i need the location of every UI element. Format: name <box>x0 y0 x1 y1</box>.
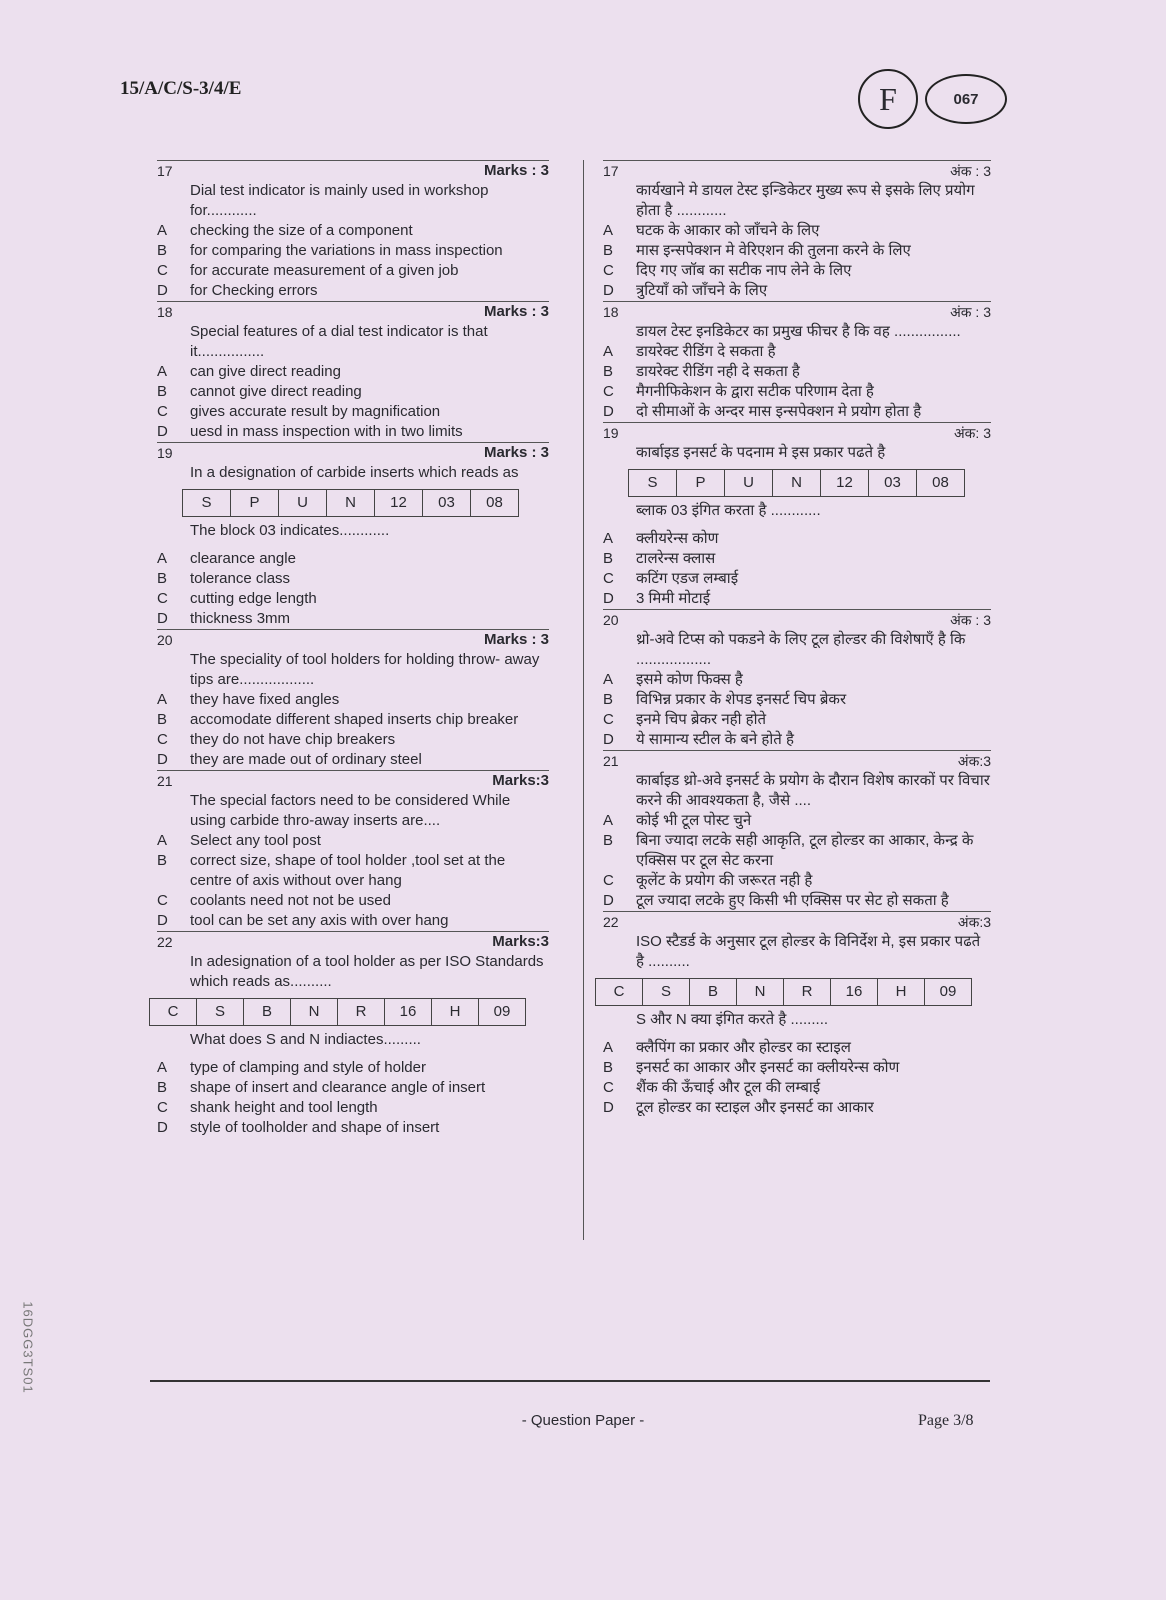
designation-cell: S <box>629 470 677 496</box>
option-text: coolants need not not be used <box>190 892 391 909</box>
option-text: they do not have chip breakers <box>190 731 396 748</box>
option-text: त्रुटियाँ को जाँचने के लिए <box>636 282 768 299</box>
option-text: टूल होल्डर का स्टाइल और इनसर्ट का आकार <box>636 1099 874 1116</box>
designation-cell: P <box>231 490 279 516</box>
option-text: can give direct reading <box>190 363 341 380</box>
designation-table <box>182 489 519 517</box>
option-text: बिना ज्यादा लटके सही आकृति, टूल होल्डर का आकार, केन्द्र के एक्सिस पर टूल सेट करना <box>636 832 974 869</box>
question-marks: अंक : 3 <box>950 304 991 320</box>
option-text: डायरेक्ट रीडिंग दे सकता है <box>636 343 776 360</box>
question-marks: Marks : 3 <box>483 162 549 179</box>
option-letter: B <box>157 852 168 869</box>
question-header <box>603 751 991 771</box>
designation-cell: 16 <box>385 999 432 1025</box>
option-letter: B <box>603 691 614 708</box>
serial-number-badge: 067 <box>925 74 1007 124</box>
question-block <box>157 160 549 301</box>
answer-option <box>603 670 991 690</box>
answer-option <box>603 1078 991 1098</box>
answer-option <box>157 261 549 281</box>
option-letter: B <box>157 1079 168 1096</box>
answer-option <box>157 569 549 589</box>
option-text: इनमे चिप ब्रेकर नही होते <box>636 711 767 728</box>
answer-option <box>603 402 991 422</box>
option-letter: D <box>603 892 614 909</box>
answer-option <box>157 750 549 770</box>
question-header <box>603 302 991 322</box>
answer-option <box>157 690 549 710</box>
option-text: shape of insert and clearance angle of insert <box>190 1079 486 1096</box>
question-text: ISO स्टैडर्ड के अनुसार टूल होल्डर के विनिर्देश मे, इस प्रकार पढते है .......... <box>636 933 981 970</box>
option-letter: D <box>603 590 614 607</box>
option-letter: A <box>603 812 614 829</box>
answer-option <box>157 281 549 301</box>
designation-cell: C <box>150 999 197 1025</box>
option-text: for accurate measurement of a given job <box>190 262 459 279</box>
option-letter: A <box>603 343 614 360</box>
answer-option <box>603 241 991 261</box>
answer-option <box>603 221 991 241</box>
option-letter: D <box>603 282 614 299</box>
option-letter: B <box>603 1059 614 1076</box>
answer-option <box>157 1078 549 1098</box>
question-number: 18 <box>157 304 173 320</box>
option-letter: B <box>157 711 168 728</box>
answer-option <box>157 609 549 629</box>
question-block <box>157 629 549 770</box>
option-text: विभिन्न प्रकार के शेपड इनसर्ट चिप ब्रेकर <box>636 691 847 708</box>
option-text: Select any tool post <box>190 832 321 849</box>
answer-option <box>157 1098 549 1118</box>
question-number: 18 <box>603 304 619 320</box>
answer-option <box>603 342 991 362</box>
option-letter: A <box>603 222 614 239</box>
option-letter: D <box>157 912 168 929</box>
designation-table <box>595 978 972 1006</box>
designation-cell: H <box>878 979 925 1005</box>
option-letter: B <box>157 242 168 259</box>
answer-option <box>157 851 549 891</box>
option-letter: B <box>157 570 168 587</box>
question-number: 22 <box>157 934 173 950</box>
option-text: 3 मिमी मोटाई <box>636 590 711 607</box>
answer-option <box>603 589 991 609</box>
question-header <box>157 161 549 181</box>
option-letter: D <box>157 282 168 299</box>
answer-option <box>157 911 549 931</box>
question-text: Dial test indicator is mainly used in workshop for............ <box>190 182 489 219</box>
option-letter: C <box>157 892 168 909</box>
question-block <box>157 931 549 1138</box>
option-text: style of toolholder and shape of insert <box>190 1119 440 1136</box>
question-marks: अंक: 3 <box>953 425 991 441</box>
spacer <box>157 1050 549 1058</box>
question-block <box>157 770 549 931</box>
question-marks: अंक:3 <box>957 753 991 769</box>
answer-option <box>157 1058 549 1078</box>
answer-option <box>603 261 991 281</box>
option-letter: A <box>603 1039 614 1056</box>
question-number: 17 <box>157 163 173 179</box>
designation-cell: R <box>784 979 831 1005</box>
page-number: Page 3/8 <box>918 1412 974 1429</box>
question-marks: Marks:3 <box>492 772 549 789</box>
option-text: कूलेंट के प्रयोग की जरूरत नही है <box>636 872 813 889</box>
question-header <box>157 302 549 322</box>
answer-option <box>157 730 549 750</box>
spacer <box>157 541 549 549</box>
answer-option <box>603 549 991 569</box>
designation-cell: P <box>677 470 725 496</box>
option-letter: C <box>157 731 168 748</box>
option-text: they have fixed angles <box>190 691 340 708</box>
option-letter: B <box>603 242 614 259</box>
question-text: In a designation of carbide inserts which reads as <box>190 464 519 481</box>
answer-option <box>157 362 549 382</box>
answer-option <box>603 529 991 549</box>
option-text: डायरेक्ट रीडिंग नही दे सकता है <box>636 363 800 380</box>
designation-table <box>628 469 965 497</box>
answer-option <box>603 281 991 301</box>
question-number: 22 <box>603 914 619 930</box>
question-text: थ्रो-अवे टिप्स को पकडने के लिए टूल होल्डर की विशेषाएँ है कि .................. <box>636 631 966 668</box>
answer-option <box>157 710 549 730</box>
option-letter: A <box>603 530 614 547</box>
question-marks: Marks : 3 <box>483 303 549 320</box>
answer-option <box>603 362 991 382</box>
question-text: कार्यखाने मे डायल टेस्ट इन्डिकेटर मुख्य रूप से इसके लिए प्रयोग होता है ............ <box>636 182 975 219</box>
answer-option <box>603 382 991 402</box>
option-text: इसमे कोण फिक्स है <box>636 671 743 688</box>
option-text: टालरेन्स क्लास <box>636 550 716 567</box>
question-number: 20 <box>603 612 619 628</box>
designation-cell: 16 <box>831 979 878 1005</box>
english-column <box>157 160 549 1138</box>
question-text: कार्बाइड इनसर्ट के पदनाम मे इस प्रकार पढते है <box>636 444 886 461</box>
footer-rule <box>150 1380 990 1382</box>
question-block <box>603 609 991 750</box>
question-block <box>603 160 991 301</box>
designation-cell: N <box>291 999 338 1025</box>
question-text: कार्बाइड थ्रो-अवे इनसर्ट के प्रयोग के दौरान विशेष कारकों पर विचार करने की आवश्यकता है, जैसे .... <box>636 772 990 809</box>
question-subtext: ब्लाक 03 इंगित करता है ............ <box>636 502 821 519</box>
designation-cell: S <box>197 999 244 1025</box>
answer-option <box>603 1038 991 1058</box>
question-subtext: S और N क्या इंगित करते है ......... <box>636 1011 829 1028</box>
answer-option <box>157 1118 549 1138</box>
designation-cell: H <box>432 999 479 1025</box>
option-letter: A <box>157 363 168 380</box>
designation-cell: 12 <box>821 470 869 496</box>
option-letter: C <box>603 1079 614 1096</box>
option-letter: C <box>603 383 614 400</box>
answer-option <box>603 730 991 750</box>
question-text: Special features of a dial test indicator is that it................ <box>190 323 488 360</box>
designation-cell: U <box>279 490 327 516</box>
designation-cell: 03 <box>423 490 471 516</box>
question-number: 19 <box>157 445 173 461</box>
answer-option <box>157 891 549 911</box>
question-header <box>157 932 549 952</box>
spacer <box>603 521 991 529</box>
question-subtext: What does S and N indiactes......... <box>190 1031 421 1048</box>
question-block <box>603 750 991 911</box>
option-text: tool can be set any axis with over hang <box>190 912 449 929</box>
designation-cell: N <box>773 470 821 496</box>
answer-option <box>603 690 991 710</box>
question-header <box>603 610 991 630</box>
designation-cell: 08 <box>486 494 503 511</box>
answer-option <box>157 402 549 422</box>
designation-cell: 08 <box>932 474 949 491</box>
designation-cell: N <box>737 979 784 1005</box>
answer-option <box>603 1058 991 1078</box>
designation-cell: B <box>690 979 737 1005</box>
option-text: मैगनीफिकेशन के द्वारा सटीक परिणाम देता है <box>636 383 874 400</box>
option-letter: A <box>157 691 168 708</box>
question-number: 20 <box>157 632 173 648</box>
question-text: डायल टेस्ट इनडिकेटर का प्रमुख फीचर है कि वह ................ <box>636 323 961 340</box>
option-letter: C <box>157 590 168 607</box>
footer-label: - Question Paper - <box>521 1412 645 1429</box>
column-divider <box>583 160 584 1240</box>
option-letter: C <box>157 262 168 279</box>
designation-cell: S <box>643 979 690 1005</box>
question-marks: अंक:3 <box>957 914 991 930</box>
option-text: accomodate different shaped inserts chip breaker <box>190 711 519 728</box>
answer-option <box>603 831 991 871</box>
option-letter: C <box>157 1099 168 1116</box>
option-text: दो सीमाओं के अन्दर मास इन्सपेक्शन मे प्रयोग होता है <box>636 403 922 420</box>
question-block <box>603 911 991 1118</box>
option-text: shank height and tool length <box>190 1099 378 1116</box>
option-letter: D <box>157 610 168 627</box>
question-marks: Marks : 3 <box>483 444 549 461</box>
set-letter-badge: F <box>858 69 918 129</box>
option-text: क्लीयरेन्स कोण <box>636 530 719 547</box>
answer-option <box>157 831 549 851</box>
question-subtext: The block 03 indicates............ <box>190 522 390 539</box>
option-letter: C <box>157 403 168 420</box>
option-letter: A <box>157 832 168 849</box>
question-text: The special factors need to be considered While using carbide thro-away inserts are.... <box>190 792 511 829</box>
answer-option <box>157 589 549 609</box>
paper-code: 15/A/C/S-3/4/E <box>120 78 242 99</box>
question-header <box>157 771 549 791</box>
question-marks: Marks : 3 <box>483 631 549 648</box>
question-header <box>157 443 549 463</box>
question-header <box>603 161 991 181</box>
option-letter: B <box>603 550 614 567</box>
option-text: they are made out of ordinary steel <box>190 751 422 768</box>
option-letter: C <box>603 872 614 889</box>
answer-option <box>157 241 549 261</box>
question-number: 21 <box>157 773 173 789</box>
designation-cell: B <box>244 999 291 1025</box>
option-text: cutting edge length <box>190 590 317 607</box>
option-letter: C <box>603 711 614 728</box>
option-text: tolerance class <box>190 570 291 587</box>
option-text: ये सामान्य स्टील के बने होते है <box>636 731 794 748</box>
option-letter: A <box>157 550 168 567</box>
option-letter: B <box>603 832 614 849</box>
option-text: thickness 3mm <box>190 610 291 627</box>
designation-cell: 03 <box>869 470 917 496</box>
question-number: 17 <box>603 163 619 179</box>
option-letter: D <box>603 1099 614 1116</box>
option-text: clearance angle <box>190 550 296 567</box>
option-text: कटिंग एडज लम्बाई <box>636 570 739 587</box>
question-marks: Marks:3 <box>492 933 549 950</box>
designation-cell: U <box>725 470 773 496</box>
question-marks: अंक : 3 <box>950 612 991 628</box>
answer-option <box>603 569 991 589</box>
option-text: gives accurate result by magnification <box>190 403 441 420</box>
question-header <box>157 630 549 650</box>
option-text: for comparing the variations in mass inspection <box>190 242 503 259</box>
option-letter: C <box>603 570 614 587</box>
option-text: for Checking errors <box>190 282 318 299</box>
answer-option <box>157 221 549 241</box>
option-letter: D <box>157 1119 168 1136</box>
option-text: कोई भी टूल पोस्ट चुने <box>636 812 752 829</box>
hindi-column <box>603 160 991 1118</box>
option-text: क्लैपिंग का प्रकार और होल्डर का स्टाइल <box>636 1039 851 1056</box>
question-block <box>157 442 549 629</box>
question-marks: अंक : 3 <box>950 163 991 179</box>
question-block <box>157 301 549 442</box>
answer-option <box>603 1098 991 1118</box>
option-text: टूल ज्यादा लटके हुए किसी भी एक्सिस पर सेट हो सकता है <box>636 892 949 909</box>
option-text: cannot give direct reading <box>190 383 362 400</box>
option-letter: D <box>157 423 168 440</box>
question-header <box>603 423 991 443</box>
question-text: The speciality of tool holders for holding throw- away tips are.................. <box>190 651 540 688</box>
answer-option <box>603 871 991 891</box>
option-letter: A <box>157 222 168 239</box>
answer-option <box>157 422 549 442</box>
answer-option <box>157 549 549 569</box>
option-text: इनसर्ट का आकार और इनसर्ट का क्लीयरेन्स कोण <box>636 1059 900 1076</box>
designation-cell: R <box>338 999 385 1025</box>
answer-option <box>603 891 991 911</box>
option-letter: D <box>603 403 614 420</box>
option-letter: C <box>603 262 614 279</box>
side-code: 16DGG3TS01 <box>20 1301 36 1394</box>
designation-cell: 12 <box>375 490 423 516</box>
option-letter: A <box>157 1059 168 1076</box>
option-text: घटक के आकार को जाँचने के लिए <box>636 222 820 239</box>
question-header <box>603 912 991 932</box>
answer-option <box>157 382 549 402</box>
question-block <box>603 301 991 422</box>
option-text: correct size, shape of tool holder ,tool set at the centre of axis without over hang <box>190 852 506 889</box>
option-letter: A <box>603 671 614 688</box>
option-letter: B <box>157 383 168 400</box>
question-number: 21 <box>603 753 619 769</box>
designation-cell: 09 <box>493 1003 511 1020</box>
option-text: दिए गए जॉब का सटीक नाप लेने के लिए <box>636 262 852 279</box>
option-letter: D <box>603 731 614 748</box>
answer-option <box>603 710 991 730</box>
question-text: In adesignation of a tool holder as per ISO Standards which reads as.......... <box>190 953 544 990</box>
designation-cell: 09 <box>939 983 957 1000</box>
designation-cell: C <box>596 979 643 1005</box>
question-block <box>603 422 991 609</box>
option-letter: B <box>603 363 614 380</box>
designation-cell: N <box>327 490 375 516</box>
option-text: type of clamping and style of holder <box>190 1059 426 1076</box>
answer-option <box>603 811 991 831</box>
option-text: checking the size of a component <box>190 222 413 239</box>
question-number: 19 <box>603 425 619 441</box>
option-letter: D <box>157 751 168 768</box>
spacer <box>603 1030 991 1038</box>
option-text: मास इन्सपेक्शन मे वेरिएशन की तुलना करने के लिए <box>636 242 911 259</box>
option-text: शैंक की ऊँचाई और टूल की लम्बाई <box>636 1079 821 1096</box>
designation-cell: S <box>183 490 231 516</box>
option-text: uesd in mass inspection with in two limits <box>190 423 463 440</box>
designation-table <box>149 998 526 1026</box>
